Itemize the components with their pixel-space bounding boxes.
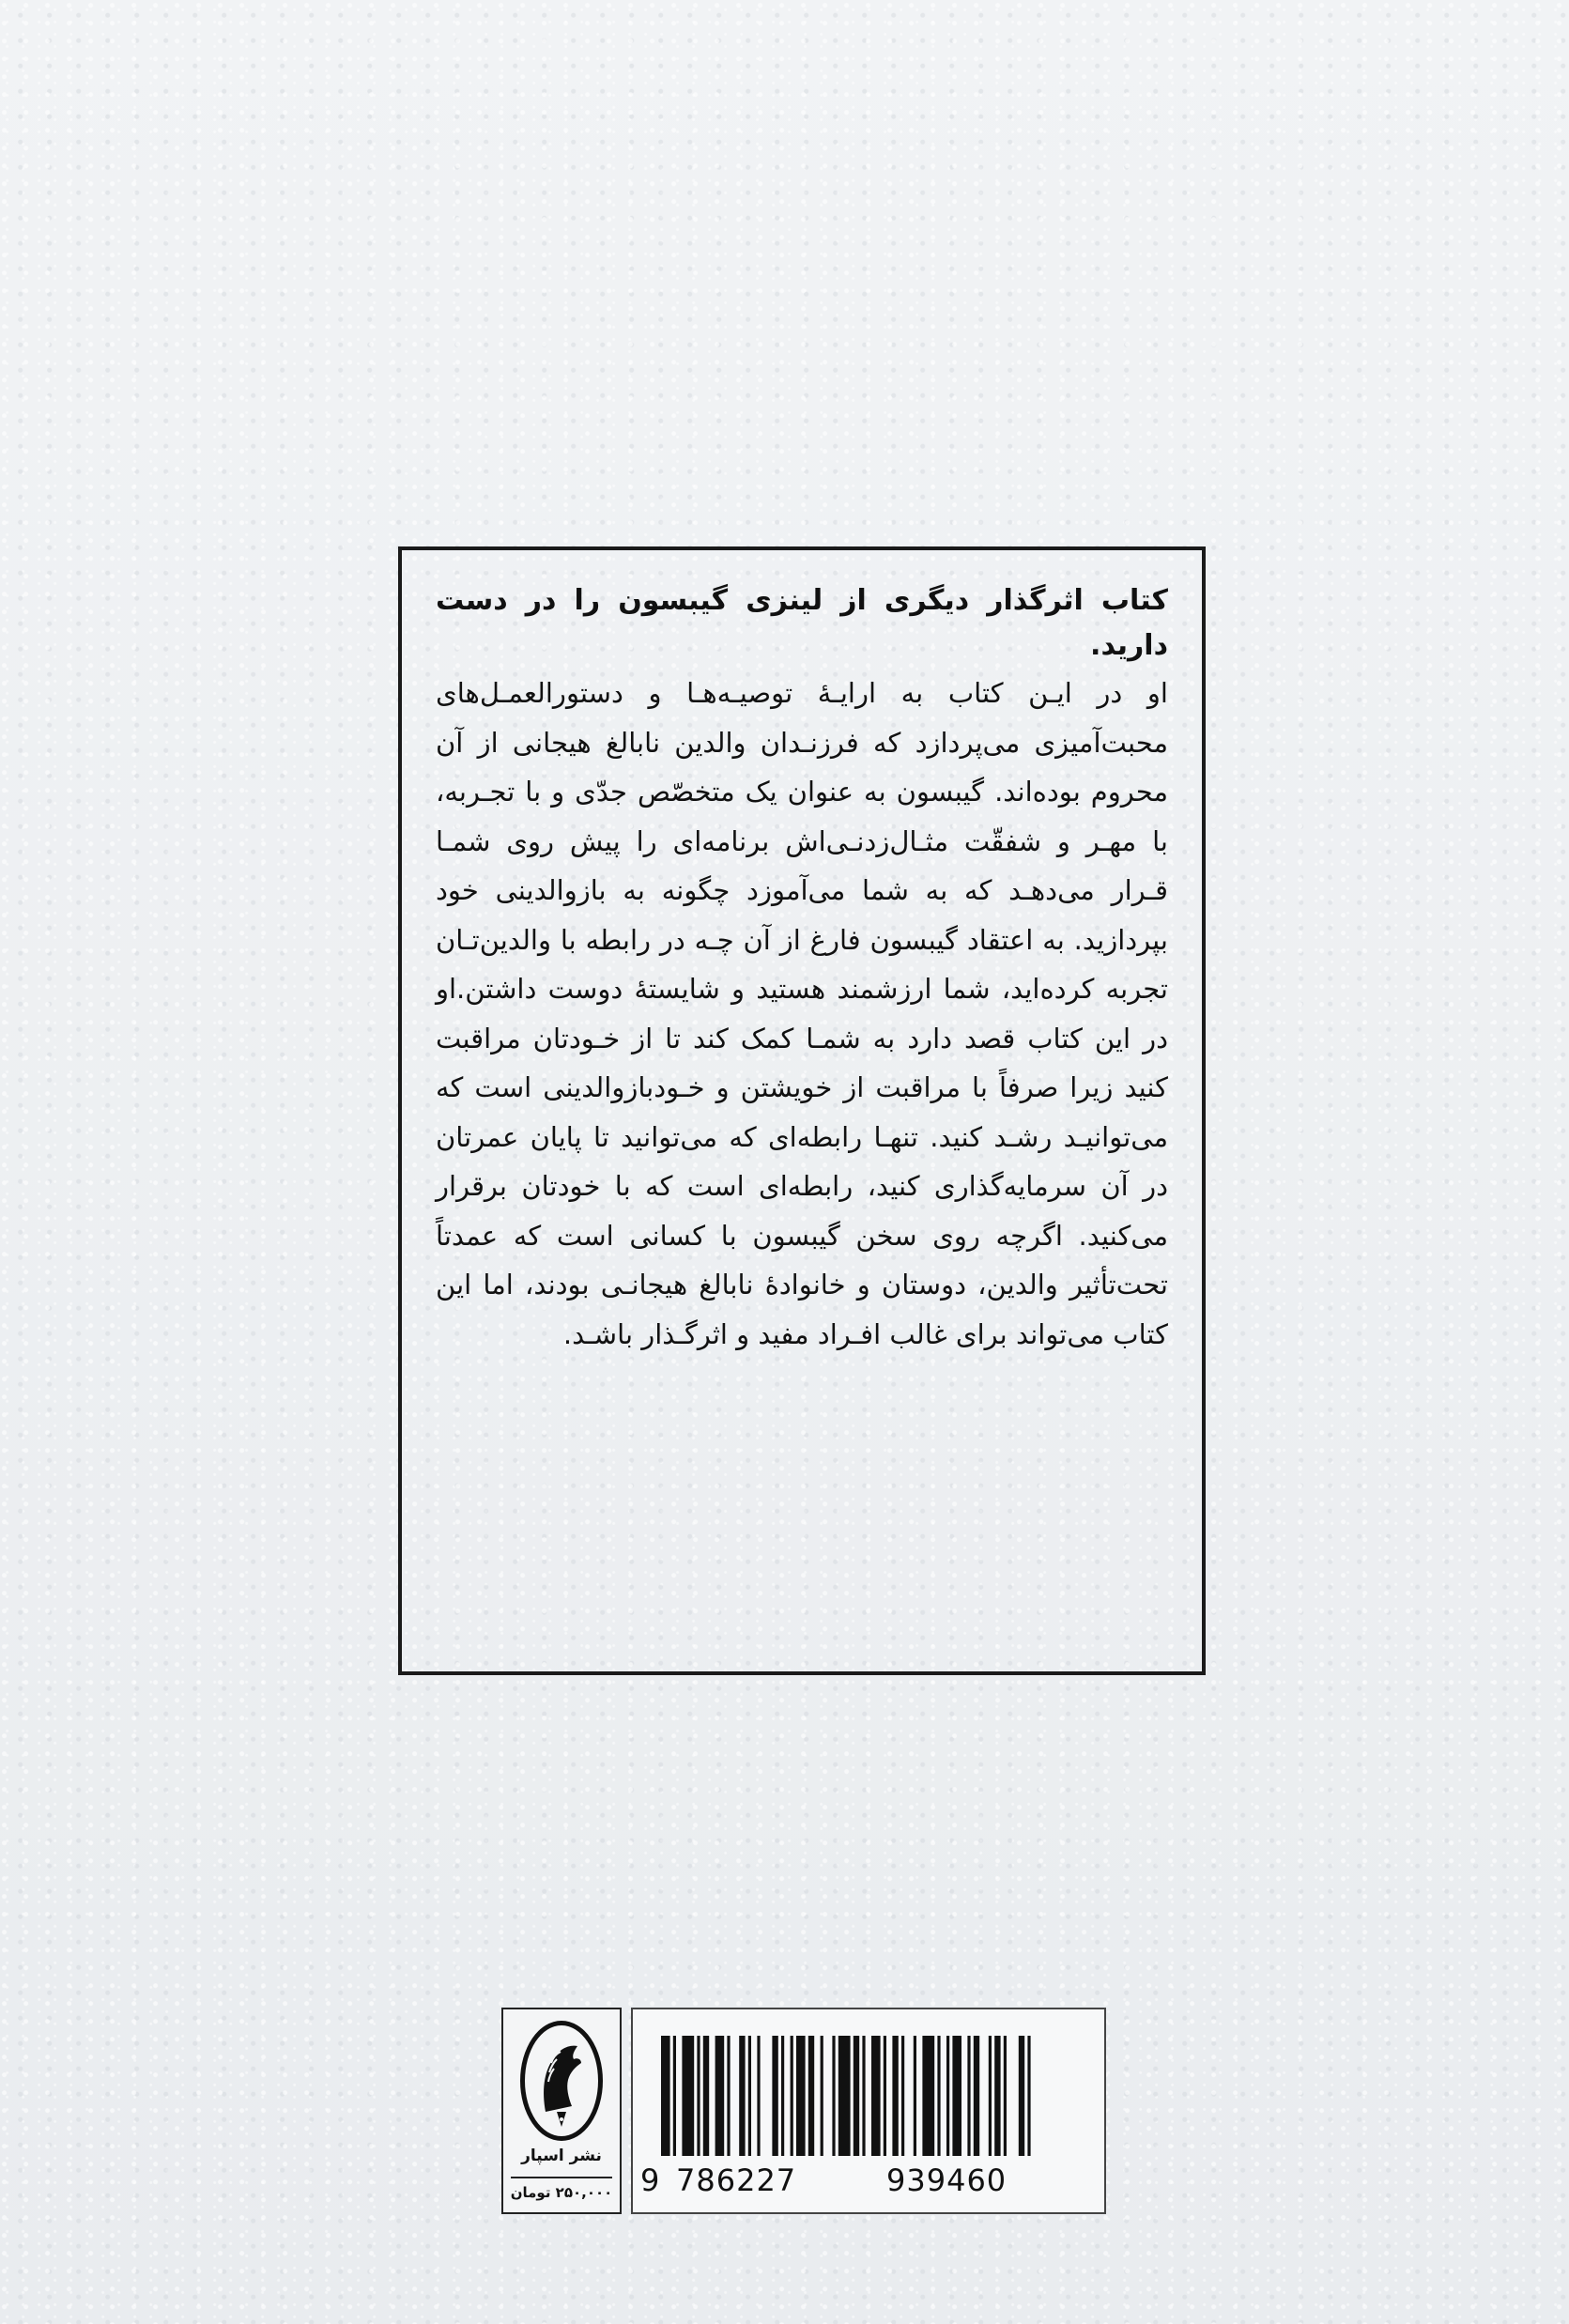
publisher-stamp — [501, 2008, 622, 2214]
barcode-bar — [871, 2036, 881, 2156]
barcode-bar — [757, 2036, 760, 2156]
barcode-bar — [808, 2036, 814, 2156]
barcode-bar — [796, 2036, 806, 2156]
barcode-bar — [914, 2036, 916, 2156]
isbn-left-group: 786227 — [676, 2162, 797, 2198]
barcode-bar — [697, 2036, 700, 2156]
divider — [511, 2177, 612, 2178]
horse-head-pen-logo-icon — [520, 2021, 603, 2141]
barcode-bar — [989, 2036, 992, 2156]
book-blurb-box — [398, 546, 1206, 1675]
barcode-bar — [791, 2036, 793, 2156]
barcode-bar — [838, 2036, 851, 2156]
barcode-bar — [715, 2036, 725, 2156]
barcode-bar — [1019, 2036, 1024, 2156]
barcode-bar — [727, 2036, 730, 2156]
isbn-prefix: 9 — [640, 2162, 660, 2198]
price-label: ۲۵۰,۰۰۰ تومان — [510, 2184, 613, 2201]
barcode-bar — [682, 2036, 694, 2156]
barcode-bar — [937, 2036, 940, 2156]
barcode-bar — [952, 2036, 961, 2156]
publisher-name: نشر اسپار — [521, 2147, 602, 2165]
barcode-bar — [901, 2036, 904, 2156]
barcode-bar — [673, 2036, 676, 2156]
barcode-bar — [1004, 2036, 1007, 2156]
isbn-barcode — [631, 2008, 1106, 2214]
barcode-bar — [832, 2036, 835, 2156]
barcode-bars-icon — [661, 2036, 1074, 2156]
barcode-bar — [994, 2036, 1000, 2156]
blurb-body: او در ایـن کتاب به ارایـهٔ توصیـه‌هـا و دستورالعمـل‌های محبت‌آمیزی می‌پردازد که فرزنـدان والدین نابالغ هیجانی از آن محروم بوده‌اند. گیبسون به عنوان یک متخصّص جدّی و با تجـربه، با مهـر و شفقّت مثـال‌زدنـی‌اش برنامه‌ای را پیش روی شمـا قـرار می‌دهـد که به شما می‌آموزد چگونه به بازوالدینی خود بپردازید. به اعتقاد گیبسون فارغ از آن چـه در رابطه با والدین‌تـان تجربه کرده‌اید، شما ارزشمند هستید و شایستهٔ دوست داشتن.او در این کتاب قصد دارد به شمـا کمک کند تا از خـودتان مراقبت کنید زیرا صرفاً با مراقبت از خویشتن و خـودبازوالدینی است که می‌توانیـد رشـد کنید. تنهـا رابطه‌ای که می‌توانید تا پایان عمرتان در آن سرمایه‌گذاری کنید، رابطه‌ای است که با خودتان برقرار می‌کنید. اگرچه روی سخن گیبسون با کسانی است که عمدتاً تحت‌تأثیر والدین، دوستان و خانوادهٔ نابالغ هیجانـی بودند، اما این کتاب می‌تواند برای غالب افـراد مفید و اثرگـذار باشـد. — [436, 677, 1168, 1350]
barcode-bar — [703, 2036, 709, 2156]
barcode-bar — [862, 2036, 865, 2156]
barcode-bar — [974, 2036, 979, 2156]
barcode-bar — [821, 2036, 823, 2156]
barcode-bar — [661, 2036, 670, 2156]
barcode-bar — [772, 2036, 777, 2156]
blurb-content — [436, 578, 1168, 1359]
barcode-bar — [1027, 2036, 1030, 2156]
blurb-headline: کتاب اثرگذار دیگری از لینزی گیبسون را در دست دارید. — [436, 584, 1168, 662]
barcode-bar — [854, 2036, 859, 2156]
barcode-bar — [967, 2036, 970, 2156]
isbn-right-group: 939460 — [886, 2162, 1008, 2198]
barcode-bar — [884, 2036, 886, 2156]
barcode-bar — [781, 2036, 784, 2156]
barcode-bar — [748, 2036, 751, 2156]
barcode-bar — [922, 2036, 934, 2156]
barcode-bar — [892, 2036, 898, 2156]
barcode-bar — [739, 2036, 745, 2156]
barcode-bar — [946, 2036, 949, 2156]
